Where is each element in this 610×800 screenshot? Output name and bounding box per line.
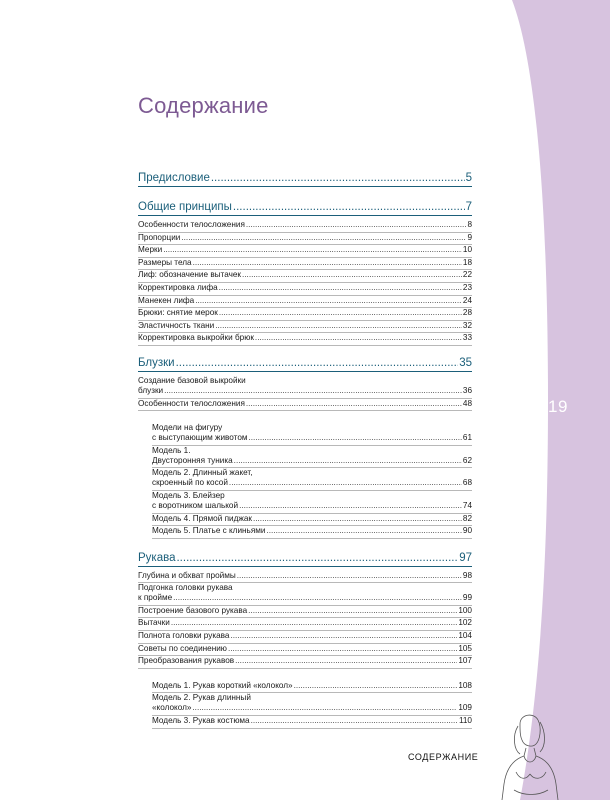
table-of-contents — [138, 172, 472, 729]
toc-entry[interactable] — [138, 376, 472, 386]
leader-dots — [164, 386, 462, 396]
entry-page: 109 — [458, 703, 472, 713]
leader-dots — [176, 552, 458, 564]
entry-title: Модель 2. Рукав длинный — [152, 693, 251, 703]
entry-title: Корректировка выкройки брюк — [138, 333, 254, 343]
entry-page: 36 — [462, 385, 472, 395]
running-footer: СОДЕРЖАНИЕ — [408, 752, 479, 762]
section-page: 97 — [459, 551, 472, 564]
woman-figure-illustration — [490, 710, 570, 800]
leader-dots — [248, 606, 457, 616]
leader-dots — [163, 245, 462, 255]
toc-entry[interactable] — [138, 644, 472, 657]
entry-page: 24 — [462, 295, 472, 305]
toc-entry[interactable] — [152, 491, 472, 501]
leader-dots — [230, 631, 457, 641]
entry-page: 28 — [462, 308, 472, 318]
section-title: Рукава — [138, 551, 176, 564]
entry-title: Подгонка головки рукава — [138, 583, 233, 593]
entry-page: 110 — [458, 716, 472, 726]
leader-dots — [171, 618, 458, 628]
section-page: 35 — [459, 356, 472, 369]
toc-entry[interactable] — [138, 296, 472, 309]
leader-dots — [255, 333, 462, 343]
leader-dots — [233, 201, 465, 213]
entry-page: 68 — [462, 478, 472, 488]
toc-entry[interactable] — [152, 423, 472, 433]
entry-page: 18 — [462, 257, 472, 267]
entry-page: 8 — [467, 220, 472, 229]
toc-entry[interactable] — [152, 456, 472, 469]
toc-entry[interactable] — [152, 433, 472, 446]
leader-dots — [219, 308, 462, 318]
entry-title: Модель 2. Длинный жакет, — [152, 468, 253, 478]
toc-section-blouses — [138, 357, 472, 539]
section-title: Общие принципы — [138, 201, 232, 213]
entry-page: 9 — [467, 232, 472, 242]
toc-entry[interactable] — [138, 386, 472, 399]
model-list — [138, 681, 472, 729]
entry-title: Корректировка лифа — [138, 282, 218, 292]
entry-page: 74 — [462, 500, 472, 510]
entry-page: 62 — [462, 455, 472, 465]
entry-title: Двусторонняя туника — [152, 455, 233, 465]
leader-dots — [235, 656, 457, 666]
toc-entry[interactable] — [152, 468, 472, 478]
entry-title: Манекен лифа — [138, 295, 195, 305]
leader-dots — [193, 258, 462, 268]
toc-entry[interactable] — [152, 693, 472, 703]
leader-dots — [192, 703, 457, 713]
entry-page: 22 — [462, 270, 472, 280]
entry-title: скроенный по косой — [152, 478, 228, 488]
toc-entry[interactable] — [152, 526, 472, 539]
entry-page: 48 — [462, 398, 472, 408]
entry-title: Создание базовой выкройки — [138, 375, 246, 385]
section-heading[interactable] — [138, 552, 472, 564]
toc-entry[interactable] — [138, 270, 472, 283]
toc-section-sleeves — [138, 552, 472, 729]
entry-title: Модель 4. Прямой пиджак — [152, 513, 252, 523]
section-heading[interactable] — [138, 172, 472, 184]
entry-title: Пропорции — [138, 232, 181, 242]
leader-dots — [266, 526, 461, 536]
toc-entry[interactable] — [138, 220, 472, 233]
entry-title: Модель 3. Рукав костюма — [152, 716, 250, 726]
toc-entry[interactable] — [152, 446, 472, 456]
entry-title: к пройме — [138, 593, 173, 603]
leader-dots — [253, 514, 462, 524]
entry-title: Модель 5. Платье с клиньями — [152, 526, 266, 536]
entry-page: 105 — [458, 643, 472, 653]
entry-title: «колокол» — [152, 703, 192, 713]
toc-entry[interactable] — [138, 333, 472, 346]
entry-title: Особенности телосложения — [138, 220, 245, 229]
entry-title: Преобразования рукавов — [138, 656, 235, 666]
entry-title: Модель 3. Блейзер — [152, 490, 225, 500]
entry-page: 107 — [458, 656, 472, 666]
toc-entry[interactable] — [138, 618, 472, 631]
entry-title: с воротником шалькой — [152, 500, 239, 510]
leader-dots — [249, 433, 462, 443]
entry-title: Мерки — [138, 245, 163, 255]
leader-dots — [215, 321, 462, 331]
toc-entry[interactable] — [138, 631, 472, 644]
toc-entry[interactable] — [138, 245, 472, 258]
entry-page: 90 — [462, 526, 472, 536]
entry-page: 33 — [462, 333, 472, 343]
entry-title: Построение базового рукава — [138, 605, 248, 615]
leader-dots — [294, 681, 458, 691]
entry-page: 61 — [462, 433, 472, 443]
leader-dots — [234, 456, 462, 466]
entry-title: Вытачки — [138, 618, 170, 628]
entry-page: 23 — [462, 282, 472, 292]
entry-page: 98 — [462, 570, 472, 580]
section-heading[interactable] — [138, 357, 472, 369]
section-heading[interactable] — [138, 201, 472, 213]
entry-title: Глубина и обхват проймы — [138, 570, 236, 580]
leader-dots — [242, 270, 462, 280]
entry-page: 104 — [458, 631, 472, 641]
toc-entry[interactable] — [138, 583, 472, 593]
leader-dots — [228, 644, 457, 654]
entry-page: 108 — [458, 680, 472, 690]
leader-dots — [237, 571, 462, 581]
toc-entry[interactable] — [138, 233, 472, 246]
entry-page: 10 — [462, 245, 472, 255]
leader-dots — [239, 501, 462, 511]
entry-title: Эластичность ткани — [138, 320, 215, 330]
toc-entry[interactable] — [138, 308, 472, 321]
entry-page: 32 — [462, 320, 472, 330]
entry-title: Особенности телосложения — [138, 398, 245, 408]
page-title: Содержание — [138, 93, 269, 118]
toc-entry[interactable] — [138, 399, 472, 412]
entry-title: Размеры тела — [138, 257, 192, 267]
entry-title: Советы по соединению — [138, 643, 227, 653]
entry-page: 100 — [458, 605, 472, 615]
toc-section-preface — [138, 172, 472, 187]
leader-dots — [246, 399, 462, 409]
section-page: 7 — [465, 201, 472, 213]
entry-title: с выступающим животом — [152, 433, 248, 443]
entry-title: Лиф: обозначение вытачек — [138, 270, 241, 280]
toc-entry[interactable] — [138, 258, 472, 271]
toc-entry[interactable] — [138, 606, 472, 619]
entry-title: Брюки: снятие мерок — [138, 308, 218, 318]
toc-entry[interactable] — [152, 716, 472, 729]
entry-page: 99 — [462, 593, 472, 603]
leader-dots — [181, 233, 466, 243]
entry-title: Модель 1. Рукав короткий «колокол» — [152, 680, 293, 690]
toc-entry[interactable] — [138, 656, 472, 669]
leader-dots — [229, 478, 462, 488]
leader-dots — [176, 357, 459, 369]
entry-title: блузки — [138, 385, 164, 395]
leader-dots — [219, 283, 462, 293]
entry-title: Модели на фигуру — [152, 423, 223, 433]
entry-page: 102 — [458, 618, 472, 628]
section-title: Предисловие — [138, 172, 210, 184]
leader-dots — [251, 716, 458, 726]
toc-entry[interactable] — [138, 283, 472, 296]
toc-entry[interactable] — [138, 321, 472, 334]
toc-entry[interactable] — [152, 703, 472, 716]
section-page: 5 — [465, 172, 472, 184]
toc-entry[interactable] — [152, 501, 472, 514]
leader-dots — [195, 296, 462, 306]
entry-title: Полнота головки рукава — [138, 631, 230, 641]
entry-title: Модель 1. — [152, 445, 191, 455]
section-title: Блузки — [138, 356, 175, 369]
leader-dots — [211, 172, 465, 184]
leader-dots — [246, 220, 467, 230]
leader-dots — [173, 593, 462, 603]
model-list — [138, 423, 472, 539]
toc-entry[interactable] — [152, 681, 472, 694]
page-number: 219 — [538, 397, 568, 416]
toc-entry[interactable] — [152, 514, 472, 527]
toc-entry[interactable] — [152, 478, 472, 491]
toc-section-general — [138, 201, 472, 346]
entry-page: 82 — [462, 513, 472, 523]
toc-entry[interactable] — [138, 571, 472, 584]
toc-entry[interactable] — [138, 593, 472, 606]
